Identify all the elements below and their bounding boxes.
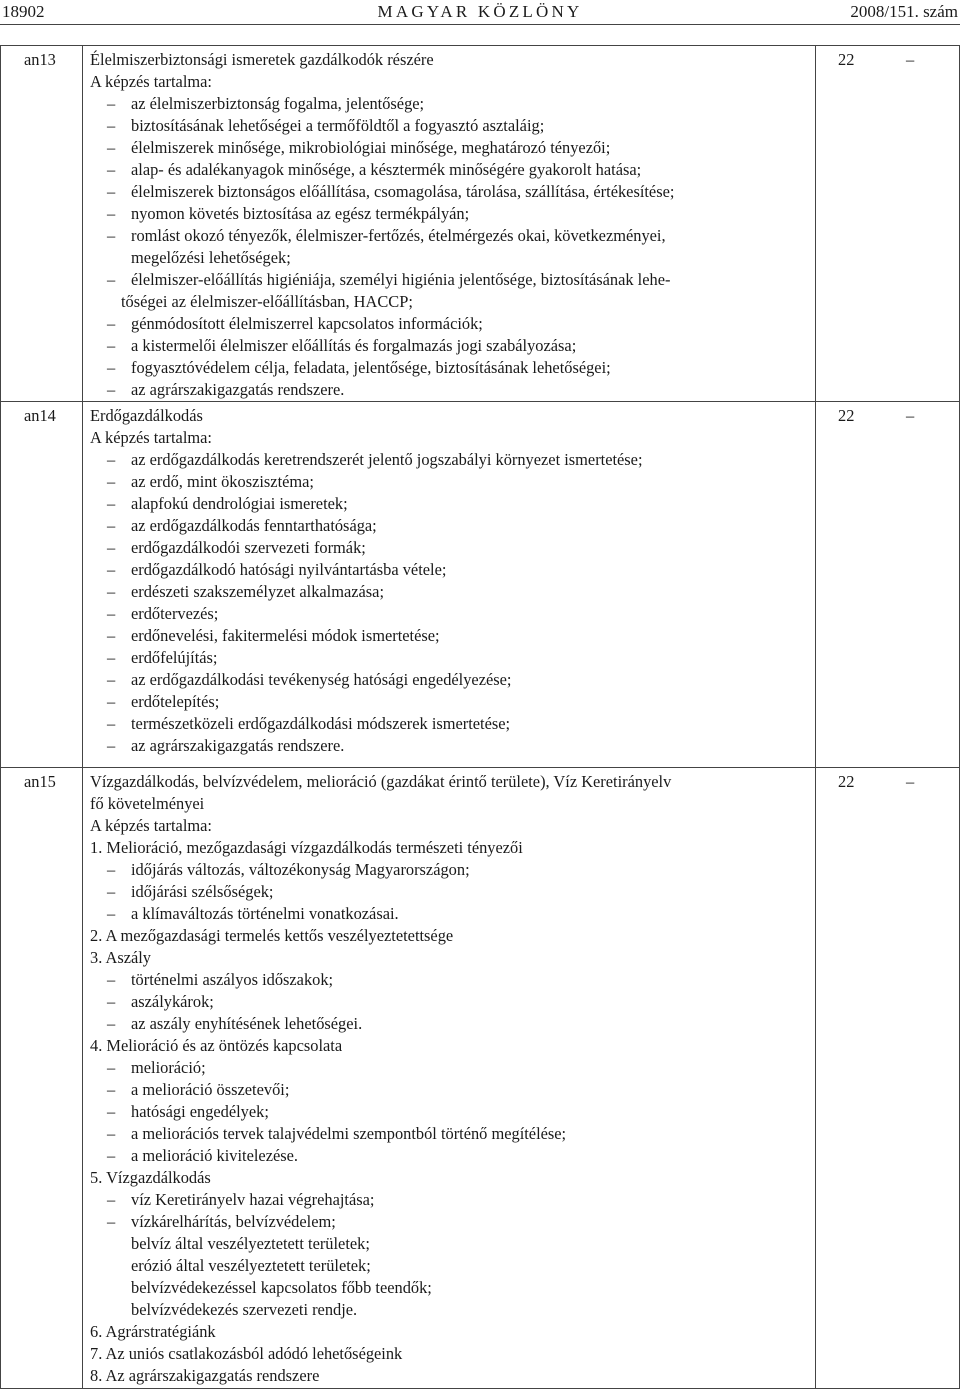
dash-bullet: – [107,94,116,113]
dash-bullet: – [107,358,116,377]
dash-bullet: – [107,538,116,557]
list-item [90,647,815,669]
list-item-text: aszálykárok; [131,992,214,1011]
list-item-continuation: belvízvédekezéssel kapcsolatos főbb teendők; [131,1278,432,1297]
dash-bullet: – [107,860,116,879]
module-code: an15 [24,772,56,791]
page-number: 18902 [2,2,45,21]
list-item-continuation: erózió által veszélyeztetett területek; [131,1256,371,1275]
dash-bullet: – [107,1014,116,1033]
section-heading: 3. Aszály [90,948,152,967]
list-item-continuation: megelőzési lehetőségek; [131,248,291,267]
list-item-text: a klímaváltozás történelmi vonatkozásai. [131,904,399,923]
header-rule [0,24,960,25]
dash-bullet: – [107,1212,116,1231]
dash-bullet: – [107,116,116,135]
list-item-text: az aszály enyhítésének lehetőségei. [131,1014,363,1033]
list-item [90,903,815,925]
section-heading: 6. Agrárstratégiánk [90,1322,216,1341]
list-item-continuation: belvíz által veszélyeztetett területek; [131,1234,370,1253]
list-item-text: természetközeli erdőgazdálkodási módszerek ismertetése; [131,714,511,733]
dash-bullet: – [107,450,116,469]
dash-bullet: – [107,336,116,355]
list-item [90,991,815,1013]
dash-bullet: – [107,138,116,157]
dash-bullet: – [107,472,116,491]
dash-bullet: – [107,226,116,245]
list-item-text: erdőgazdálkodói szervezeti formák; [131,538,366,557]
list-item-text: melioráció; [131,1058,206,1077]
dash-bullet: – [107,314,116,333]
dash-bullet: – [107,1124,116,1143]
list-item [90,669,815,691]
section-heading: 8. Az agrárszakigazgatás rendszere [90,1366,320,1385]
list-item [90,1057,815,1079]
list-item-text: az erdő, mint ökoszisztéma; [131,472,314,491]
issue-number: 2008/151. szám [850,2,958,21]
dash-bullet: – [107,992,116,1011]
table-column-rule [815,45,816,1388]
module-empty-marker: – [906,50,915,69]
dash-bullet: – [107,648,116,667]
list-item-text: az erdőgazdálkodás fenntarthatósága; [131,516,377,535]
list-item-text: erdőtelepítés; [131,692,220,711]
section-heading: 7. Az uniós csatlakozásból adódó lehetőségeink [90,1344,403,1363]
module-hours: 22 [838,772,855,791]
section-heading: 5. Vízgazdálkodás [90,1168,211,1187]
list-item [90,735,815,757]
content-label: A képzés tartalma: [90,428,212,447]
list-item [90,625,815,647]
dash-bullet: – [107,1146,116,1165]
table-row-rule [0,45,960,46]
list-item-text: történelmi aszályos időszakok; [131,970,334,989]
module-content [90,771,815,1387]
dash-bullet: – [107,582,116,601]
dash-bullet: – [107,1190,116,1209]
list-item [90,515,815,537]
list-item [90,335,815,357]
list-item [90,1013,815,1035]
list-item [90,691,815,713]
content-label: A képzés tartalma: [90,72,212,91]
list-item [90,603,815,625]
list-item-text: fogyasztóvédelem célja, feladata, jelentősége, biztosításának lehetőségei; [131,358,611,377]
list-item [90,379,815,401]
list-item [90,1123,815,1145]
list-item-text: élelmiszerek minősége, mikrobiológiai minősége, meghatározó tényezői; [131,138,611,157]
module-code: an13 [24,50,56,69]
dash-bullet: – [107,516,116,535]
dash-bullet: – [107,270,116,289]
list-item-continuation: belvízvédekezés szervezeti rendje. [131,1300,358,1319]
list-item [90,559,815,581]
section-heading: 2. A mezőgazdasági termelés kettős veszélyeztetettsége [90,926,454,945]
module-title: Élelmiszerbiztonsági ismeretek gazdálkodók részére [90,50,434,69]
dash-bullet: – [107,692,116,711]
dash-bullet: – [107,736,116,755]
dash-bullet: – [107,182,116,201]
list-item [90,1211,815,1233]
dash-bullet: – [107,160,116,179]
list-item [90,1189,815,1211]
list-item-text: vízkárelhárítás, belvízvédelem; [131,1212,336,1231]
list-item-text: hatósági engedélyek; [131,1102,269,1121]
dash-bullet: – [107,604,116,623]
list-item-text: biztosításának lehetőségei a termőföldtől a fogyasztó asztaláig; [131,116,545,135]
dash-bullet: – [107,904,116,923]
dash-bullet: – [107,670,116,689]
list-item-text: élelmiszerek biztonságos előállítása, csomagolása, tárolása, szállítása, értékesítése; [131,182,675,201]
list-item [90,493,815,515]
list-item [90,1101,815,1123]
dash-bullet: – [107,626,116,645]
list-item [90,357,815,379]
list-item [90,471,815,493]
module-empty-marker: – [906,772,915,791]
page-header [0,0,960,26]
section-heading: 1. Melioráció, mezőgazdasági vízgazdálkodás természeti tényezői [90,838,523,857]
list-item-text: erdőgazdálkodó hatósági nyilvántartásba vétele; [131,560,447,579]
list-item-text: a kistermelői élelmiszer előállítás és forgalmazás jogi szabályozása; [131,336,577,355]
list-item-text: alap- és adalékanyagok minősége, a késztermék minőségére gyakorolt hatása; [131,160,642,179]
journal-title: MAGYAR KÖZLÖNY [377,2,583,21]
list-item-text: nyomon követés biztosítása az egész termékpályán; [131,204,470,223]
table-row-rule [0,767,960,768]
list-item-text: az erdőgazdálkodási tevékenység hatósági engedélyezése; [131,670,512,689]
dash-bullet: – [107,1102,116,1121]
content-label: A képzés tartalma: [90,816,212,835]
list-item [90,93,815,115]
list-item-text: a melioráció összetevői; [131,1080,290,1099]
module-code: an14 [24,406,56,425]
section-heading: 4. Melioráció és az öntözés kapcsolata [90,1036,343,1055]
list-item [90,881,815,903]
list-item [90,537,815,559]
table-column-rule [0,45,1,1388]
dash-bullet: – [107,970,116,989]
module-content [90,49,815,401]
dash-bullet: – [107,882,116,901]
dash-bullet: – [107,1058,116,1077]
list-item [90,115,815,137]
list-item-text: időjárás változás, változékonyság Magyarországon; [131,860,470,879]
list-item [90,269,815,291]
module-title: Vízgazdálkodás, belvízvédelem, melioráció (gazdákat érintő területe), Víz Keretirányelv [90,772,672,791]
dash-bullet: – [107,1080,116,1099]
dash-bullet: – [107,204,116,223]
list-item [90,969,815,991]
table-row-rule [0,401,960,402]
dash-bullet: – [107,560,116,579]
list-item [90,137,815,159]
list-item-text: alapfokú dendrológiai ismeretek; [131,494,348,513]
list-item [90,1145,815,1167]
module-hours: 22 [838,406,855,425]
list-item-text: erdőnevelési, fakitermelési módok ismertetése; [131,626,440,645]
list-item-text: időjárási szélsőségek; [131,882,274,901]
module-empty-marker: – [906,406,915,425]
list-item-text: génmódosított élelmiszerrel kapcsolatos információk; [131,314,483,333]
list-item [90,859,815,881]
dash-bullet: – [107,494,116,513]
module-title: Erdőgazdálkodás [90,406,203,425]
list-item-text: az élelmiszerbiztonság fogalma, jelentősége; [131,94,425,113]
dash-bullet: – [107,714,116,733]
table-column-rule [82,45,83,1388]
list-item [90,203,815,225]
list-item [90,713,815,735]
list-item-continuation: tőségei az élelmiszer-előállításban, HACCP; [121,292,413,311]
list-item [90,225,815,247]
list-item-text: víz Keretirányelv hazai végrehajtása; [131,1190,375,1209]
list-item-text: erdőtervezés; [131,604,219,623]
list-item [90,181,815,203]
list-item-text: az agrárszakigazgatás rendszere. [131,736,345,755]
module-hours: 22 [838,50,855,69]
list-item-text: a melioráció kivitelezése. [131,1146,299,1165]
list-item [90,581,815,603]
module-title: fő követelményei [90,794,205,813]
list-item [90,1079,815,1101]
list-item-text: erdészeti szakszemélyzet alkalmazása; [131,582,384,601]
list-item-text: erdőfelújítás; [131,648,218,667]
list-item-text: romlást okozó tényezők, élelmiszer-fertőzés, ételmérgezés okai, következményei, [131,226,666,245]
list-item-text: az erdőgazdálkodás keretrendszerét jelentő jogszabályi környezet ismertetése; [131,450,643,469]
list-item-text: az agrárszakigazgatás rendszere. [131,380,345,399]
module-content [90,405,815,757]
list-item-text: élelmiszer-előállítás higiéniája, személyi higiénia jelentősége, biztosításának lehe- [131,270,671,289]
dash-bullet: – [107,380,116,399]
list-item-text: a meliorációs tervek talajvédelmi szempontból történő megítélése; [131,1124,567,1143]
list-item [90,449,815,471]
list-item [90,159,815,181]
list-item [90,313,815,335]
